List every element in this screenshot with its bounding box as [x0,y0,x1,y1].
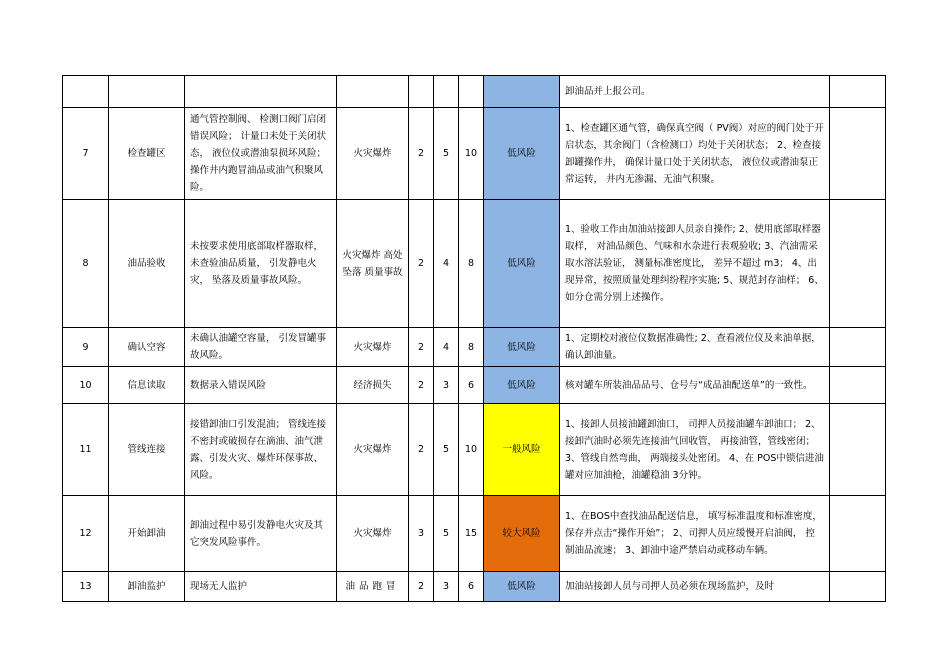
hazard-description: 未确认油罐空容量， 引发冒罐事故风险。 [185,328,337,367]
row-number: 13 [63,572,109,602]
risk-value: 6 [459,367,484,404]
hazard-description: 接错卸油口引发混油； 管线连接不密封或破损存在滴油、油气泄露、引发火灾、爆炸环保事故、风险。 [185,404,337,496]
hazard-cell [185,76,337,108]
likelihood-value: 2 [409,572,434,602]
risk-level: 低风险 [484,200,560,328]
severity-value: 5 [434,108,459,200]
inspection-item: 管线连接 [109,404,185,496]
control-measures: 核对罐车所装油品品号、仓号与“成品油配送单”的一致性。 [560,367,830,404]
s-cell [434,76,459,108]
hazard-description: 未按要求使用底部取样器取样， 未查验油品质量， 引发静电火灾， 坠落及质量事故风险。 [185,200,337,328]
consequence: 火灾爆炸 高处坠落 质量事故 [337,200,409,328]
consequence: 火灾爆炸 [337,108,409,200]
remark-cell [830,404,886,496]
table-row [63,367,886,404]
no-cell [63,76,109,108]
likelihood-value: 2 [409,404,434,496]
l-cell [409,76,434,108]
severity-value: 3 [434,367,459,404]
table-row [63,404,886,496]
risk-level: 一般风险 [484,404,560,496]
row-number: 9 [63,328,109,367]
control-measures: 1、在BOS中查找油品配送信息， 填写标准温度和标准密度，保存并点击“操作开始”； 2、司押人员应缓慢开启油阀， 控制油品流速； 3、卸油中途严禁启动或移动车辆。 [560,496,830,572]
control-measures: 1、检查罐区通气管，确保真空阀（ PV阀）对应的阀门处于开启状态，其余阀门（含检测口）均处于关闭状态； 2、检查接卸罐操作井， 确保计量口处于关闭状态， 液位仪或潜油泵正常运转， 井内无渗漏、无油气积聚。 [560,108,830,200]
consequence-cell [337,76,409,108]
control-measures: 1、验收工作由加油站接卸人员亲自操作; 2、使用底部取样器取样， 对油品颜色、气味和水杂进行表观验收; 3、汽油需采取水溶法验证， 测量标准密度比， 差异不超过 m3； 4、出现异常，按照质量处理纠纷程序实施; 5、规范封存油样； 6、如分仓需分别上述操作。 [560,200,830,328]
likelihood-value: 2 [409,328,434,367]
row-number: 12 [63,496,109,572]
risk-value: 10 [459,108,484,200]
row-number: 11 [63,404,109,496]
row-number: 8 [63,200,109,328]
consequence: 油品跑冒 [337,572,409,602]
control-measures: 1、接卸人员接油罐卸油口， 司押人员接油罐车卸油口； 2、接卸汽油时必须先连接油气回收管， 再接油管，管线密闭； 3、管线自然弯曲， 两端接头处密闭。 4、在 POS中锁信进油罐对应加油枪，油罐稳油 3分钟。 [560,404,830,496]
risk-level: 低风险 [484,328,560,367]
severity-value: 4 [434,328,459,367]
inspection-item: 确认空容 [109,328,185,367]
consequence: 火灾爆炸 [337,404,409,496]
hazard-description: 现场无人监护 [185,572,337,602]
severity-value: 5 [434,496,459,572]
severity-value: 5 [434,404,459,496]
risk-value: 8 [459,328,484,367]
consequence: 火灾爆炸 [337,496,409,572]
inspection-item: 卸油监护 [109,572,185,602]
inspection-item: 检查罐区 [109,108,185,200]
remark-cell [830,328,886,367]
remark-cell [830,200,886,328]
likelihood-value: 2 [409,200,434,328]
row-number: 10 [63,367,109,404]
remark-cell [830,108,886,200]
risk-level: 低风险 [484,572,560,602]
control-measures: 1、定期校对液位仪数据准确性; 2、查看液位仪及来油单据，确认卸油量。 [560,328,830,367]
remark-cell [830,367,886,404]
risk-value: 15 [459,496,484,572]
risk-value: 10 [459,404,484,496]
risk-value: 8 [459,200,484,328]
risk-assessment-table [62,75,886,602]
risk-level: 低风险 [484,108,560,200]
table-row [63,572,886,602]
table-row [63,108,886,200]
hazard-description: 通气管控制阀、 检测口阀门启闭错误风险； 计量口未处于关闭状态， 液位仪或潜油泵损坏风险； 操作井内跑冒油品或油气积聚风险。 [185,108,337,200]
consequence: 火灾爆炸 [337,328,409,367]
risk-value: 6 [459,572,484,602]
severity-value: 3 [434,572,459,602]
control-measures: 加油站接卸人员与司押人员必须在现场监护，及时 [560,572,830,602]
inspection-item: 信息读取 [109,367,185,404]
r-cell [459,76,484,108]
consequence: 经济损失 [337,367,409,404]
inspection-item: 开始卸油 [109,496,185,572]
hazard-description: 卸油过程中易引发静电火灾及其它突发风险事件。 [185,496,337,572]
likelihood-value: 3 [409,496,434,572]
remark-cell [830,76,886,108]
remark-cell [830,496,886,572]
risk-level: 较大风险 [484,496,560,572]
likelihood-value: 2 [409,108,434,200]
table-row-continuation [63,76,886,108]
risk-level-cell [484,76,560,108]
remark-cell [830,572,886,602]
table-row [63,200,886,328]
row-number: 7 [63,108,109,200]
table-row [63,496,886,572]
severity-value: 4 [434,200,459,328]
table-row [63,328,886,367]
inspection-item: 油品验收 [109,200,185,328]
measures-cell: 卸油品并上报公司。 [560,76,830,108]
risk-level: 低风险 [484,367,560,404]
likelihood-value: 2 [409,367,434,404]
hazard-description: 数据录入错误风险 [185,367,337,404]
item-cell [109,76,185,108]
